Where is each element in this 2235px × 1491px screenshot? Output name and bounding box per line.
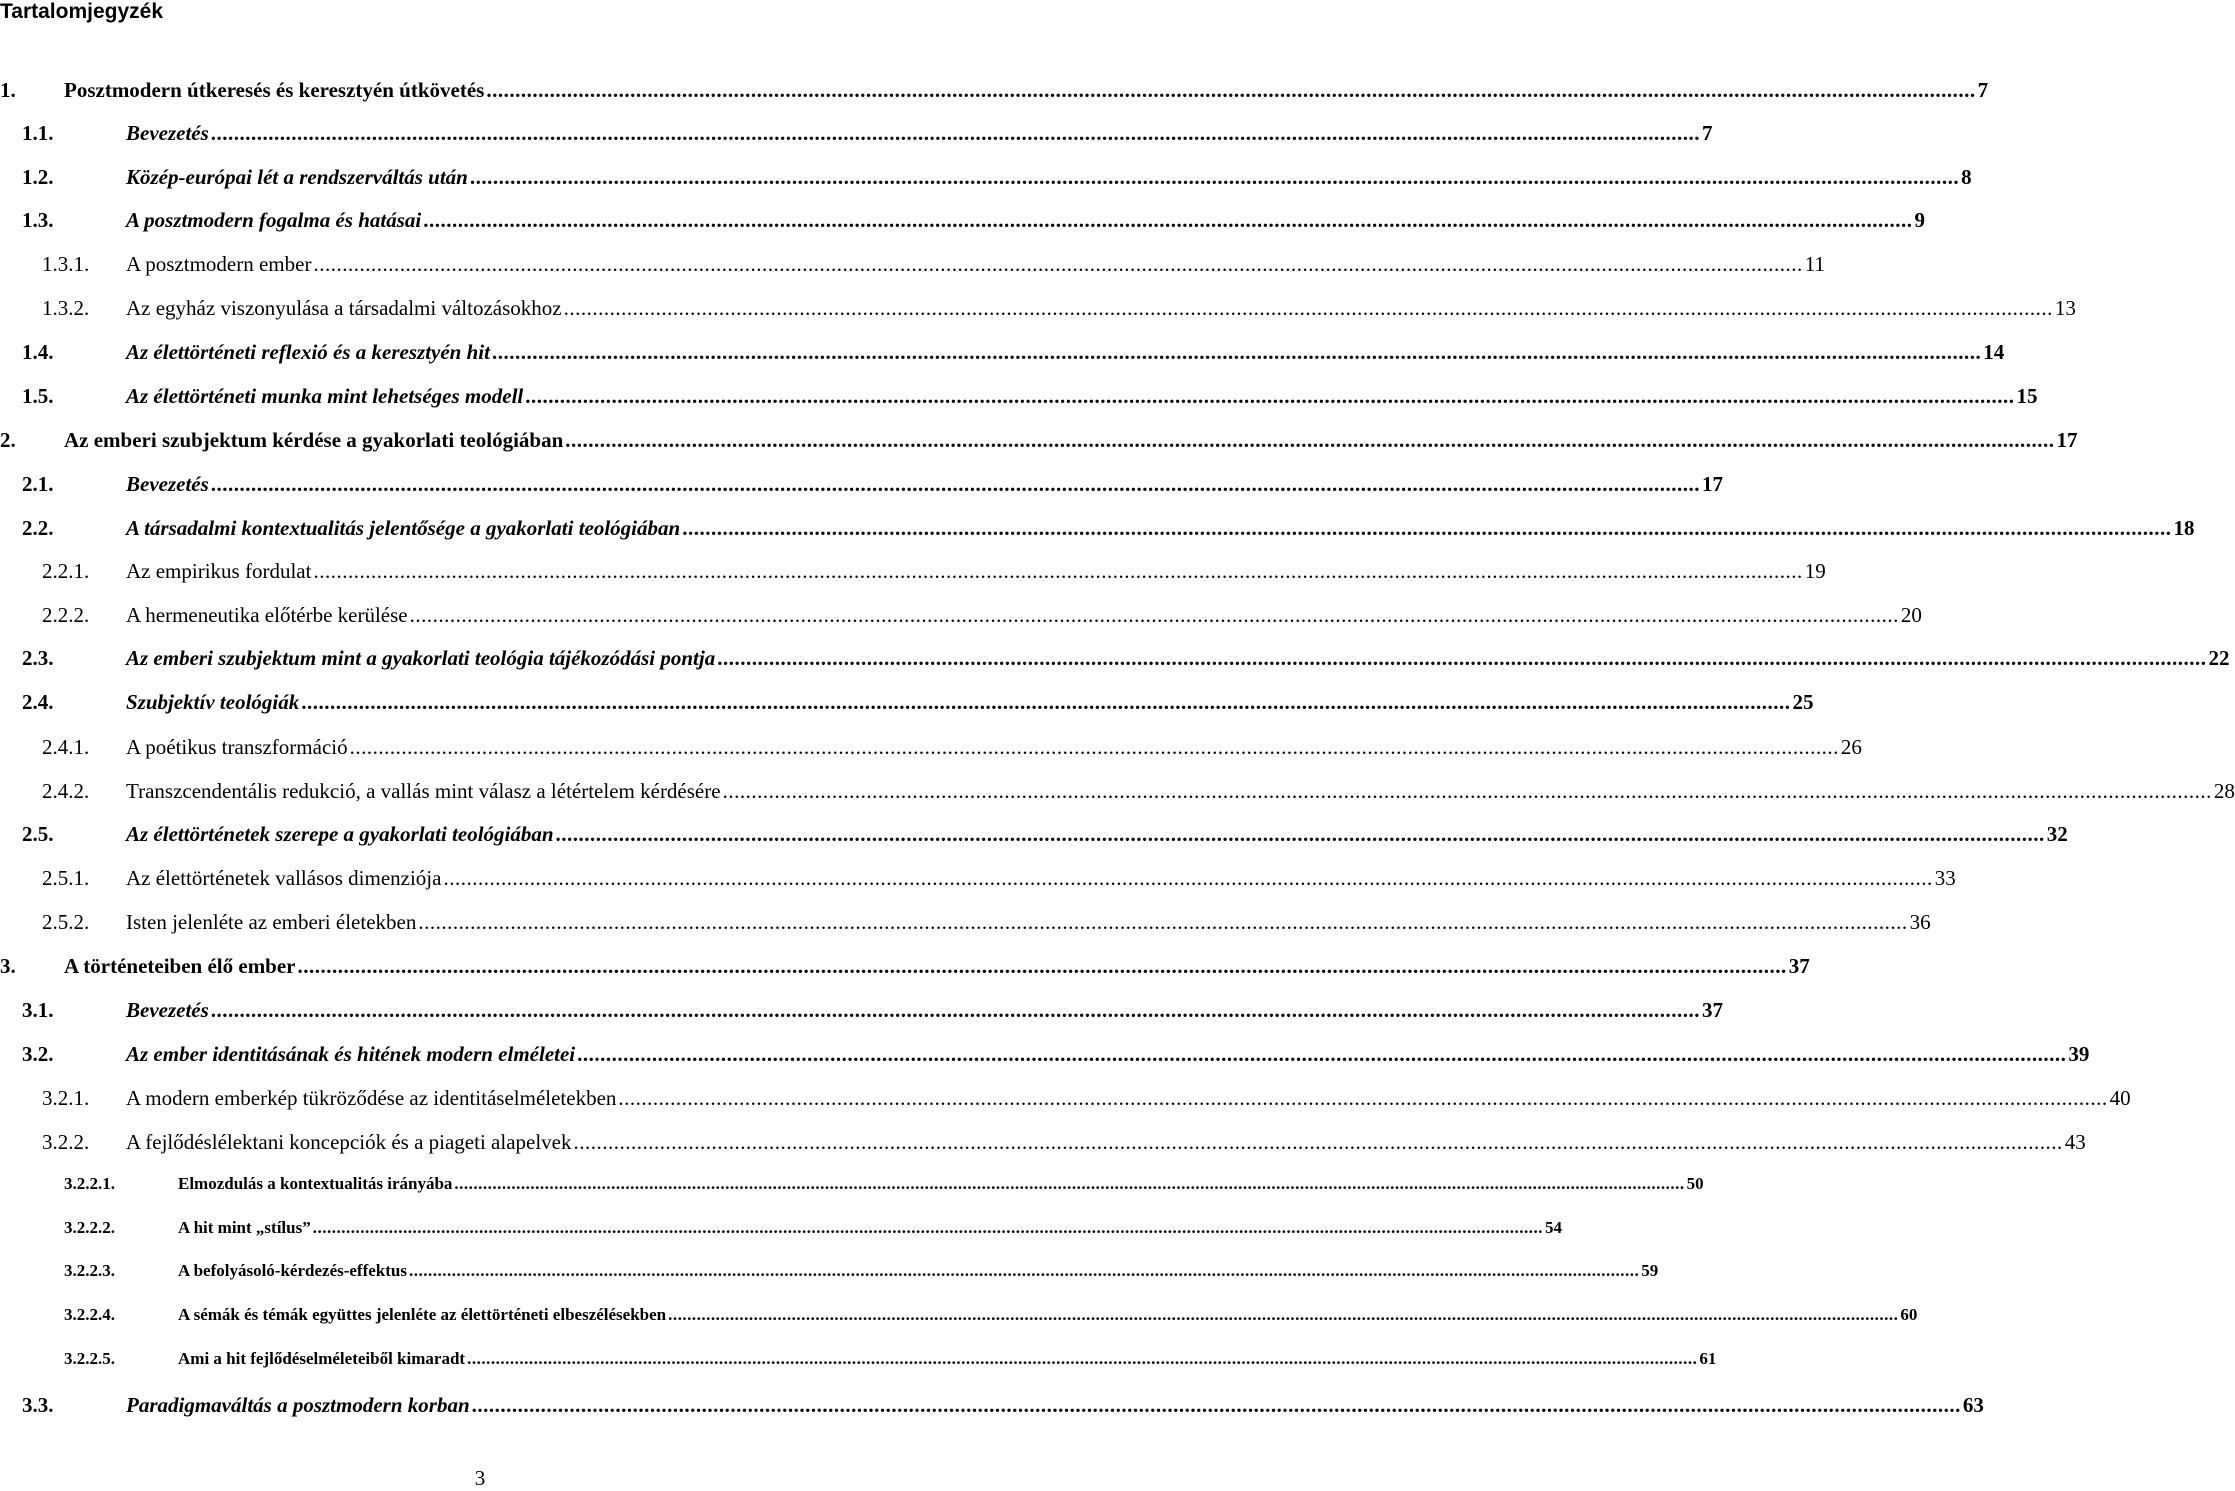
toc-entry-title: A társadalmi kontextualitás jelentősége a gyakorlati teológiában [126, 516, 681, 540]
toc-entry-number: 3. [0, 954, 16, 978]
toc-entry-title: Ami a hit fejlődéselméleteiből kimaradt [178, 1349, 466, 1368]
toc-entry[interactable] [0, 954, 1810, 984]
toc-entry[interactable] [0, 516, 2195, 546]
toc-entry-title: Szubjektív teológiák [126, 690, 300, 714]
toc-entry-title: Az élettörténetek szerepe a gyakorlati teológiában [126, 822, 554, 846]
toc-entry-number: 2. [0, 428, 16, 452]
toc-entry[interactable] [0, 121, 1713, 151]
toc-entry-title: A poétikus transzformáció [126, 735, 348, 759]
toc-entry-page: 11 [1804, 252, 1825, 276]
toc-entry-page: 18 [2173, 516, 2195, 540]
toc-entry-title: Isten jelenléte az emberi életekben [126, 910, 417, 934]
toc-leader-dots [443, 866, 1932, 891]
toc-leader-dots [313, 252, 1802, 277]
toc-entry-title: Paradigmaváltás a posztmodern korban [126, 1393, 470, 1417]
toc-entry-page: 36 [1909, 910, 1931, 934]
toc-entry-number: 2.4. [22, 690, 54, 714]
toc-entry-title: A történeteiben élő ember [64, 954, 296, 978]
toc-entry-page: 25 [1792, 690, 1814, 714]
toc-entry-number: 1. [0, 78, 16, 102]
toc-entry-number: 2.2. [22, 516, 54, 540]
toc-entry-number: 2.4.2. [42, 779, 90, 803]
toc-entry-number: 3.2.2. [42, 1130, 90, 1154]
toc-entry-page: 17 [2056, 428, 2078, 452]
toc-entry-number: 2.5.1. [42, 866, 90, 890]
toc-entry-title: Bevezetés [126, 472, 209, 496]
toc-leader-dots [454, 1174, 1684, 1194]
toc-leader-dots [418, 910, 1907, 935]
toc-entry-page: 37 [1702, 998, 1724, 1022]
toc-entry-page: 26 [1840, 735, 1862, 759]
toc-entry-title: Transzcendentális redukció, a vallás mint válasz a létértelem kérdésére [126, 779, 721, 803]
toc-entry[interactable] [0, 340, 2005, 370]
toc-entry-number: 3.1. [22, 998, 54, 1022]
toc-entry-number: 3.2.1. [42, 1086, 90, 1110]
toc-entry-title: Bevezetés [126, 998, 209, 1022]
toc-entry-number: 1.1. [22, 121, 54, 145]
toc-leader-dots [211, 998, 1700, 1023]
toc-entry[interactable] [0, 1218, 1562, 1248]
toc-entry-page: 7 [1977, 78, 1989, 102]
toc-entry-number: 2.4.1. [42, 735, 90, 759]
toc-entry[interactable] [0, 1042, 2090, 1072]
toc-entry-page: 32 [2046, 822, 2068, 846]
toc-entry-title: A fejlődéslélektani koncepciók és a piageti alapelvek [126, 1130, 572, 1154]
toc-leader-dots [668, 1305, 1898, 1325]
toc-entry[interactable] [0, 603, 1922, 633]
toc-entry-title: Az empirikus fordulat [126, 559, 312, 583]
toc-entry[interactable] [0, 384, 2038, 414]
page-title: Tartalomjegyzék [0, 0, 164, 23]
toc-leader-dots [298, 954, 1787, 979]
toc-entry-page: 59 [1641, 1261, 1659, 1280]
toc-entry-title: Posztmodern útkeresés és keresztyén útkövetés [64, 78, 485, 102]
toc-entry-page: 19 [1804, 559, 1826, 583]
toc-entry-title: Az élettörténeti munka mint lehetséges modell [126, 384, 524, 408]
toc-entry-number: 3.3. [22, 1393, 54, 1417]
toc-entry[interactable] [0, 1393, 1984, 1423]
toc-entry-title: Bevezetés [126, 121, 209, 145]
toc-entry-number: 2.2.2. [42, 603, 90, 627]
toc-entry-page: 40 [2109, 1086, 2131, 1110]
toc-leader-dots [211, 472, 1700, 497]
toc-entry-title: A posztmodern ember [126, 252, 312, 276]
toc-entry-title: Az egyház viszonyulása a társadalmi változásokhoz [126, 296, 562, 320]
toc-entry-number: 2.5. [22, 822, 54, 846]
toc-entry[interactable] [0, 1349, 1717, 1379]
toc-entry-number: 1.5. [22, 384, 54, 408]
toc-leader-dots [470, 165, 1959, 190]
toc-entry[interactable] [0, 1305, 1918, 1335]
toc-entry-number: 3.2.2.2. [64, 1218, 115, 1237]
toc-entry-number: 2.5.2. [42, 910, 90, 934]
toc-leader-dots [682, 516, 2171, 541]
toc-entry-number: 3.2.2.5. [64, 1349, 115, 1368]
toc-entry-title: A posztmodern fogalma és hatásai [126, 208, 422, 232]
toc-entry-page: 54 [1544, 1218, 1562, 1237]
toc-entry[interactable] [0, 998, 1724, 1028]
toc-leader-dots [486, 78, 1975, 103]
toc-leader-dots [717, 646, 2206, 671]
toc-entry-title: A befolyásoló-kérdezés-effektus [178, 1261, 407, 1280]
toc-entry-page: 28 [2213, 779, 2235, 803]
toc-entry-number: 2.1. [22, 472, 54, 496]
toc-entry-title: A hit mint „stílus” [178, 1218, 311, 1237]
toc-entry-page: 13 [2054, 296, 2076, 320]
toc-entry[interactable] [0, 296, 2076, 326]
toc-leader-dots [472, 1393, 1961, 1418]
toc-entry[interactable] [0, 822, 2068, 852]
toc-entry[interactable] [0, 252, 1825, 282]
toc-leader-dots [565, 428, 2054, 453]
toc-entry-title: Az emberi szubjektum kérdése a gyakorlati teológiában [64, 428, 564, 452]
toc-entry[interactable] [0, 1086, 2131, 1116]
page-number: 3 [474, 1466, 486, 1490]
toc-leader-dots [723, 779, 2212, 804]
toc-entry-number: 3.2.2.3. [64, 1261, 115, 1280]
toc-entry-number: 3.2. [22, 1042, 54, 1066]
toc-leader-dots [301, 690, 1790, 715]
toc-leader-dots [574, 1130, 2063, 1155]
toc-entry-page: 33 [1934, 866, 1956, 890]
toc-entry[interactable] [0, 559, 1826, 589]
toc-entry-page: 15 [2016, 384, 2038, 408]
toc-entry-title: Az ember identitásának és hitének modern elméletei [126, 1042, 576, 1066]
toc-entry-number: 1.3.2. [42, 296, 90, 320]
toc-entry-page: 7 [1702, 121, 1713, 145]
toc-entry[interactable] [0, 1261, 1659, 1291]
toc-entry-number: 2.3. [22, 646, 54, 670]
toc-entry-title: Az élettörténeti reflexió és a keresztyén hit [126, 340, 490, 364]
toc-leader-dots [556, 822, 2045, 847]
toc-leader-dots [492, 340, 1981, 365]
toc-entry-page: 20 [1900, 603, 1922, 627]
toc-entry[interactable] [0, 1174, 1704, 1204]
toc-entry-title: A hermeneutika előtérbe kerülése [126, 603, 408, 627]
toc-entry-page: 37 [1788, 954, 1810, 978]
toc-entry-number: 1.4. [22, 340, 54, 364]
toc-entry-page: 63 [1962, 1393, 1984, 1417]
toc-leader-dots [618, 1086, 2107, 1111]
toc-entry-page: 39 [2068, 1042, 2090, 1066]
toc-entry-page: 14 [1983, 340, 2005, 364]
toc-entry-page: 60 [1900, 1305, 1918, 1324]
toc-entry-page: 9 [1914, 208, 1925, 232]
toc-entry-page: 50 [1686, 1174, 1704, 1193]
toc-entry[interactable] [0, 1130, 2086, 1160]
toc-entry-title: Az élettörténetek vallásos dimenziója [126, 866, 442, 890]
toc-entry-number: 2.2.1. [42, 559, 90, 583]
toc-leader-dots [423, 208, 1912, 233]
toc-entry[interactable] [0, 866, 1956, 896]
toc-entry[interactable] [0, 779, 2235, 809]
toc-leader-dots [313, 559, 1802, 584]
toc-entry-title: Elmozdulás a kontextualitás irányába [178, 1174, 453, 1193]
toc-entry[interactable] [0, 78, 1989, 108]
toc-entry-title: A sémák és témák együttes jelenléte az élettörténeti elbeszélésekben [178, 1305, 667, 1324]
toc-entry-title: Közép-európai lét a rendszerváltás után [126, 165, 468, 189]
toc-leader-dots [313, 1218, 1543, 1238]
toc-entry[interactable] [0, 646, 2230, 676]
toc-entry-page: 43 [2064, 1130, 2086, 1154]
toc-leader-dots [350, 735, 1839, 760]
toc-entry[interactable] [0, 208, 1925, 238]
toc-entry-number: 3.2.2.1. [64, 1174, 115, 1193]
toc-entry-number: 1.3. [22, 208, 54, 232]
toc-leader-dots [577, 1042, 2066, 1067]
toc-entry-title: A modern emberkép tükröződése az identitáselméletekben [126, 1086, 617, 1110]
toc-entry-number: 3.2.2.4. [64, 1305, 115, 1324]
toc-entry[interactable] [0, 690, 1814, 720]
toc-entry[interactable] [0, 910, 1931, 940]
toc-entry-page: 8 [1961, 165, 1972, 189]
toc-leader-dots [467, 1349, 1697, 1369]
toc-entry-number: 1.3.1. [42, 252, 90, 276]
toc-entry-page: 17 [1702, 472, 1724, 496]
toc-leader-dots [211, 121, 1700, 146]
toc-leader-dots [525, 384, 2014, 409]
toc-entry-number: 1.2. [22, 165, 54, 189]
toc-entry[interactable] [0, 165, 1972, 195]
toc-leader-dots [564, 296, 2053, 321]
toc-leader-dots [410, 603, 1899, 628]
toc-leader-dots [409, 1261, 1639, 1281]
toc-entry-page: 61 [1699, 1349, 1717, 1368]
toc-entry-title: Az emberi szubjektum mint a gyakorlati teológia tájékozódási pontja [126, 646, 716, 670]
toc-entry[interactable] [0, 735, 1862, 765]
toc-entry-page: 22 [2208, 646, 2230, 670]
toc-entry[interactable] [0, 472, 1724, 502]
toc-entry[interactable] [0, 428, 2078, 458]
